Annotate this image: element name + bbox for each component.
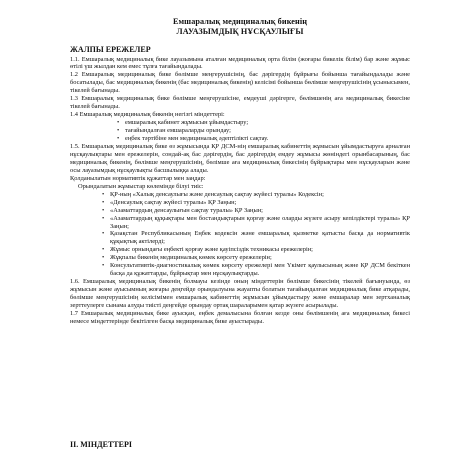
list-item: • «Азаматтардың денсаулығын сақтау туралы» ҚР Заңын;	[70, 207, 410, 215]
list-item: • тағайындалған емшараларды орындау;	[70, 127, 410, 135]
paragraph-1-6: 1.6. Емшаралық медициналық бикенің болмауы кезінде оның міндеттерін бөлімше бикесінің тікелей бағынуында, өз жұмысын және ауысымның жоғары деңгейде орындалуына жауапты болатын тағайындалған медициналық бике атқарады, бөлімше меңгерушісінің келісімімен емшаралық кабинеттің жұмысын ұйымдастыру және емшаралар мен зертханалық зерттеулерге сынама алуды тиісті деңгейде орындау ортақ шараларымен қатар жүзеге асырылады.	[70, 278, 410, 310]
list-item: • еңбек тәртібіне мен медициналық әдептілікті сақтау.	[70, 135, 410, 143]
duties-list	[70, 119, 410, 143]
title-line-1: Емшаралық медициналық бикенің	[172, 17, 308, 26]
list-item: • ҚР-ның «Халық денсаулығы және денсаулық сақтау жүйесі туралы» Кодексін;	[70, 191, 410, 199]
paragraph-1-7: 1.7 Емшаралық медициналық бике ауысқан, еңбек демалысына болған кезде оны бөлімшенің аға медициналық бикесі немесе міндеттерінде бекітілген басқа медициналық бике ауыстырады.	[70, 310, 410, 325]
paragraph-normative: Қолданылатын нормативтік құжаттар мен заңдар:	[70, 174, 206, 182]
list-item: • Жұқпалы бикенің медициналық көмек көрсету ережелерін;	[70, 254, 410, 262]
document-body	[70, 17, 410, 326]
paragraph-1-5: 1.5. Емшаралық медициналық бике өз жұмысында ҚР ДСМ-нің емшаралық кабинеттің жұмысын ұйымдастыруға арналған нұсқаулықтары мен ережелерін, сондай-ақ бас дәрігердің, бас дәрігердің емдеу жұмысы жөніндегі орынбасарының, бас медициналық бикенің, бөлімше меңгерушісінің, бөлімше аға медициналық бикесінің бұйрықтары мен нұсқауларын және осы лауазымдық нұсқаулықты басшылыққа алады.	[70, 142, 410, 174]
section-heading-general: ЖАЛПЫ ЕРЕЖЕЛЕР	[70, 45, 151, 54]
list-item: • «Денсаулық сақтау жүйесі туралы» ҚР Заңын;	[70, 199, 410, 207]
list-item: • Жұмыс орнындағы еңбекті қорғау және қауіпсіздік техникасы ережелерін;	[70, 246, 410, 254]
paragraph-1-1: 1.1. Емшаралық медициналық бике лауазымына аталған медициналық орта білім (жоғары бикелік білім) бар және жұмыс өтілі үш жылдан кем емес тұлға тағайындалады.	[70, 55, 410, 71]
list-item: • Консультативтік-диагностикалық көмек көрсету ережелері мен Үкімет қаулысының және ҚР ДСМ бекіткен басқа да құжаттарды, бұйрықтар мен нұсқаулықтарды.	[70, 262, 410, 278]
title-line-2: ЛАУАЗЫМДЫҚ НҰСҚАУЛЫҒЫ	[176, 26, 304, 36]
document-title	[70, 17, 410, 36]
paragraph-1-2: 1.2 Емшаралық медициналық бике бөлімше меңгерушісінің, бас дәрігердің бұйрығы бойынша тағайындалады және босатылады, бас медициналық бикенің (бас медициналық бикенің) келісімі бойынша бөлімше меңгерушісінің ұсынысымен, тікелей бағынады.	[70, 71, 410, 95]
paragraph-1-4: 1.4 Емшаралық медициналық бикенің негізгі міндеттері:	[70, 111, 225, 119]
list-item: • «Азаматтардың құқықтары мен бостандықтарын қорғау және оларды жүзеге асыру кепілдіктері туралы» ҚР Заңын;	[70, 215, 410, 231]
section-heading-duties: II. МІНДЕТТЕРІ	[70, 440, 132, 449]
paragraph-1-3: 1.3 Емшаралық медициналық бике бөлімше меңгерушісіне, емдеуші дәрігерге, бөлімшенің аға медициналық бикесіне тікелей бағынады.	[70, 95, 410, 111]
paragraph-must-know: Орындалатын жұмыстар көлемінде білуі тиіс:	[78, 182, 204, 190]
list-item: • Қазақстан Республикасының Еңбек кодексін және емшаралық қызметке қатысты басқа да нормативтік құқықтық актілерді;	[70, 230, 410, 246]
list-item: • емшаралық кабинет жұмысын ұйымдастыру;	[70, 119, 410, 127]
laws-list	[70, 191, 410, 278]
